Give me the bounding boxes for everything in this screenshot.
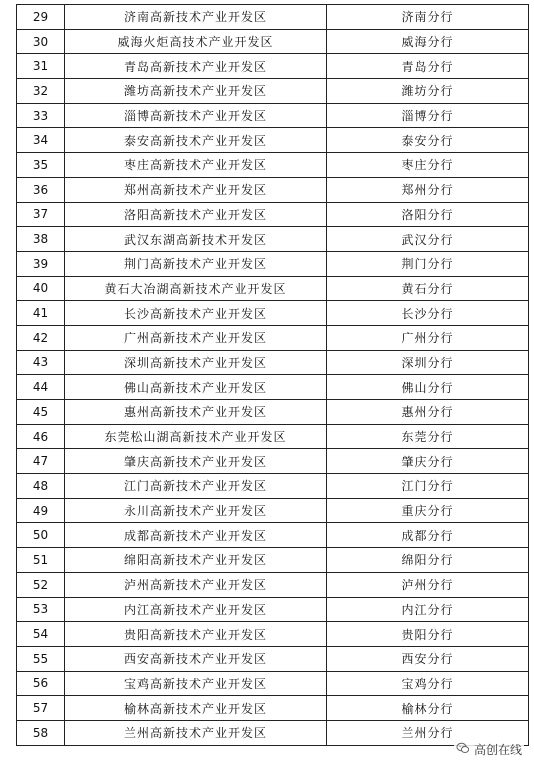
- table-row: [17, 720, 529, 745]
- row-number: 36: [17, 177, 65, 202]
- branch-name: 惠州分行: [327, 400, 529, 425]
- branch-name: 肇庆分行: [327, 449, 529, 474]
- branch-name: 潍坊分行: [327, 79, 529, 104]
- table-row: [17, 350, 529, 375]
- zone-name: 潍坊高新技术产业开发区: [65, 79, 327, 104]
- branch-name: 东莞分行: [327, 424, 529, 449]
- branch-name: 济南分行: [327, 5, 529, 30]
- zone-name: 洛阳高新技术产业开发区: [65, 202, 327, 227]
- zone-name: 榆林高新技术产业开发区: [65, 696, 327, 721]
- branch-name: 佛山分行: [327, 375, 529, 400]
- branch-name: 黄石分行: [327, 276, 529, 301]
- zone-name: 泸州高新技术产业开发区: [65, 572, 327, 597]
- table-row: [17, 449, 529, 474]
- zones-table-wrapper: [16, 4, 528, 746]
- table-row: [17, 177, 529, 202]
- zone-name: 济南高新技术产业开发区: [65, 5, 327, 30]
- row-number: 47: [17, 449, 65, 474]
- table-row: [17, 498, 529, 523]
- row-number: 38: [17, 227, 65, 252]
- branch-name: 广州分行: [327, 325, 529, 350]
- table-row: [17, 671, 529, 696]
- branch-name: 泸州分行: [327, 572, 529, 597]
- row-number: 31: [17, 54, 65, 79]
- table-row: [17, 646, 529, 671]
- table-row: [17, 622, 529, 647]
- zone-name: 枣庄高新技术产业开发区: [65, 153, 327, 178]
- zone-name: 荆门高新技术产业开发区: [65, 251, 327, 276]
- zone-name: 永川高新技术产业开发区: [65, 498, 327, 523]
- row-number: 33: [17, 103, 65, 128]
- table-row: [17, 29, 529, 54]
- watermark: [454, 741, 524, 758]
- row-number: 46: [17, 424, 65, 449]
- table-row: [17, 424, 529, 449]
- table-row: [17, 548, 529, 573]
- row-number: 40: [17, 276, 65, 301]
- zones-table-body: [17, 5, 529, 746]
- zone-name: 广州高新技术产业开发区: [65, 325, 327, 350]
- zone-name: 黄石大冶湖高新技术产业开发区: [65, 276, 327, 301]
- branch-name: 西安分行: [327, 646, 529, 671]
- row-number: 55: [17, 646, 65, 671]
- row-number: 41: [17, 301, 65, 326]
- zone-name: 成都高新技术产业开发区: [65, 523, 327, 548]
- zone-name: 东莞松山湖高新技术产业开发区: [65, 424, 327, 449]
- row-number: 32: [17, 79, 65, 104]
- zone-name: 绵阳高新技术产业开发区: [65, 548, 327, 573]
- zone-name: 泰安高新技术产业开发区: [65, 128, 327, 153]
- table-row: [17, 597, 529, 622]
- zone-name: 长沙高新技术产业开发区: [65, 301, 327, 326]
- zones-table: [16, 4, 529, 746]
- branch-name: 内江分行: [327, 597, 529, 622]
- branch-name: 江门分行: [327, 474, 529, 499]
- row-number: 57: [17, 696, 65, 721]
- watermark-text: 高创在线: [473, 743, 522, 757]
- table-row: [17, 375, 529, 400]
- zone-name: 惠州高新技术产业开发区: [65, 400, 327, 425]
- branch-name: 枣庄分行: [327, 153, 529, 178]
- row-number: 49: [17, 498, 65, 523]
- zone-name: 宝鸡高新技术产业开发区: [65, 671, 327, 696]
- branch-name: 绵阳分行: [327, 548, 529, 573]
- branch-name: 淄博分行: [327, 103, 529, 128]
- table-row: [17, 523, 529, 548]
- branch-name: 成都分行: [327, 523, 529, 548]
- wechat-icon: [456, 741, 470, 758]
- zone-name: 西安高新技术产业开发区: [65, 646, 327, 671]
- table-row: [17, 202, 529, 227]
- row-number: 51: [17, 548, 65, 573]
- table-row: [17, 103, 529, 128]
- branch-name: 兰州分行: [327, 720, 529, 745]
- zone-name: 肇庆高新技术产业开发区: [65, 449, 327, 474]
- zone-name: 贵阳高新技术产业开发区: [65, 622, 327, 647]
- zone-name: 兰州高新技术产业开发区: [65, 720, 327, 745]
- row-number: 45: [17, 400, 65, 425]
- table-row: [17, 251, 529, 276]
- row-number: 48: [17, 474, 65, 499]
- zone-name: 江门高新技术产业开发区: [65, 474, 327, 499]
- table-row: [17, 153, 529, 178]
- row-number: 42: [17, 325, 65, 350]
- zone-name: 青岛高新技术产业开发区: [65, 54, 327, 79]
- table-row: [17, 325, 529, 350]
- table-row: [17, 276, 529, 301]
- branch-name: 洛阳分行: [327, 202, 529, 227]
- table-row: [17, 128, 529, 153]
- row-number: 39: [17, 251, 65, 276]
- branch-name: 深圳分行: [327, 350, 529, 375]
- branch-name: 武汉分行: [327, 227, 529, 252]
- branch-name: 泰安分行: [327, 128, 529, 153]
- row-number: 37: [17, 202, 65, 227]
- table-row: [17, 572, 529, 597]
- row-number: 58: [17, 720, 65, 745]
- zone-name: 内江高新技术产业开发区: [65, 597, 327, 622]
- branch-name: 宝鸡分行: [327, 671, 529, 696]
- row-number: 52: [17, 572, 65, 597]
- table-row: [17, 696, 529, 721]
- zone-name: 佛山高新技术产业开发区: [65, 375, 327, 400]
- branch-name: 长沙分行: [327, 301, 529, 326]
- branch-name: 威海分行: [327, 29, 529, 54]
- table-row: [17, 79, 529, 104]
- zone-name: 深圳高新技术产业开发区: [65, 350, 327, 375]
- row-number: 43: [17, 350, 65, 375]
- zone-name: 威海火炬高技术产业开发区: [65, 29, 327, 54]
- table-row: [17, 301, 529, 326]
- row-number: 54: [17, 622, 65, 647]
- branch-name: 贵阳分行: [327, 622, 529, 647]
- row-number: 53: [17, 597, 65, 622]
- branch-name: 荆门分行: [327, 251, 529, 276]
- table-row: [17, 54, 529, 79]
- table-row: [17, 227, 529, 252]
- row-number: 29: [17, 5, 65, 30]
- zone-name: 郑州高新技术产业开发区: [65, 177, 327, 202]
- row-number: 44: [17, 375, 65, 400]
- row-number: 35: [17, 153, 65, 178]
- zone-name: 武汉东湖高新技术开发区: [65, 227, 327, 252]
- zone-name: 淄博高新技术产业开发区: [65, 103, 327, 128]
- branch-name: 重庆分行: [327, 498, 529, 523]
- row-number: 50: [17, 523, 65, 548]
- table-row: [17, 474, 529, 499]
- row-number: 56: [17, 671, 65, 696]
- row-number: 34: [17, 128, 65, 153]
- row-number: 30: [17, 29, 65, 54]
- branch-name: 榆林分行: [327, 696, 529, 721]
- branch-name: 青岛分行: [327, 54, 529, 79]
- table-row: [17, 5, 529, 30]
- branch-name: 郑州分行: [327, 177, 529, 202]
- table-row: [17, 400, 529, 425]
